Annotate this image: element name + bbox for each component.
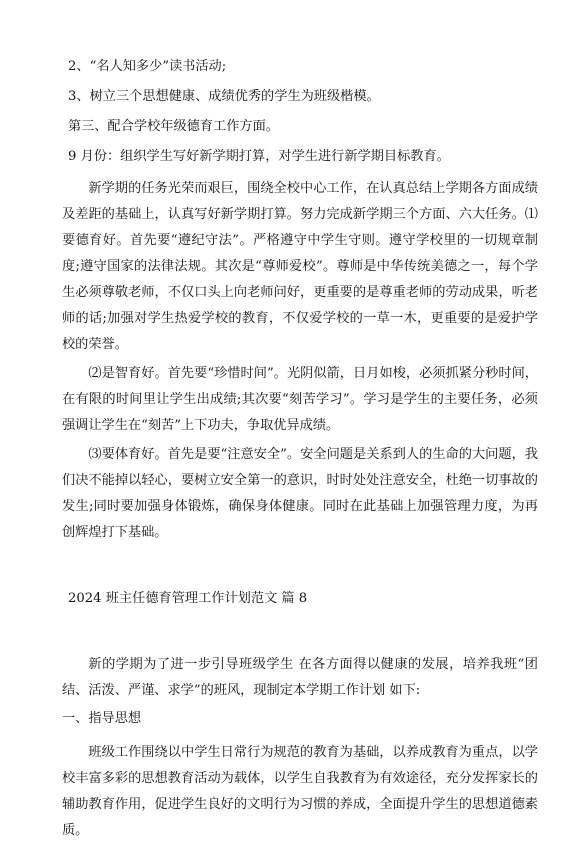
list-item-3: 3、树立三个思想健康、成绩优秀的学生为班级楷模。 [68,89,380,104]
list-item-2: 2、“名人知多少”读书活动; [68,59,227,74]
closing-paragraph: 班级工作围绕以中学生日常行为规范的教育为基础，以养成教育为重点，以学校丰富多彩的思想教育活动为载体，以学生自我教育为有效途径，充分发挥家长的辅助教育作用，促进学生良好的文明行为习惯的养成，全面提升学生的思想道德素质。 [62,745,538,838]
section-heading-third: 第三、配合学校年级德育工作方面。 [68,119,279,134]
section-title: 2024 班主任德育管理工作计划范文 篇 8 [68,591,308,606]
body-paragraph-3: ⑶要体育好。首先是要“注意安全”。安全问题是关系到人的生命的大问题，我们决不能掉以轻心，要树立安全第一的意识，时时处处注意安全，杜绝一切事故的发生;同时要加强身体锻炼，确保身体健康。同时在此基础上加强管理力度，为再创辉煌打下基础。 [62,447,538,540]
body-paragraph-1: 新学期的任务光荣而艰巨，围绕全校中心工作，在认真总结上学期各方面成绩及差距的基础上，认真写好新学期打算。努力完成新学期三个方面、六大任务。⑴要德育好。首先要“遵纪守法”。严格遵守中学生守则。遵守学校里的一切规章制度;遵守国家的法律法规。其次是“尊师爱校”。尊师是中华传统美德之一，每个学生必须尊敬老师，不仅口头上向老师问好，更重要的是尊重老师的劳动成果，听老师的话;加强对学生热爱学校的教育，不仅爱学校的一草一木，更重要的是爱护学校的荣誉。 [62,181,538,352]
subheading-guiding-ideology: 一、指导思想 [62,711,142,726]
september-plan-line: 9 月份：组织学生写好新学期打算，对学生进行新学期目标教育。 [68,149,450,164]
section-intro-paragraph: 新的学期为了进一步引导班级学生 在各方面得以健康的发展，培养我班“团结、活泼、严谨、求学”的班风，现制定本学期工作计划 如下: [62,657,538,698]
body-paragraph-2: ⑵是智育好。首先要“珍惜时间”。光阴似箭，日月如梭，必须抓紧分秒时间，在有限的时间里让学生出成绩;其次要“刻苦学习”。学习是学生的主要任务，必须强调让学生在“刻苦”上下功夫，争取优异成绩。 [62,366,538,433]
